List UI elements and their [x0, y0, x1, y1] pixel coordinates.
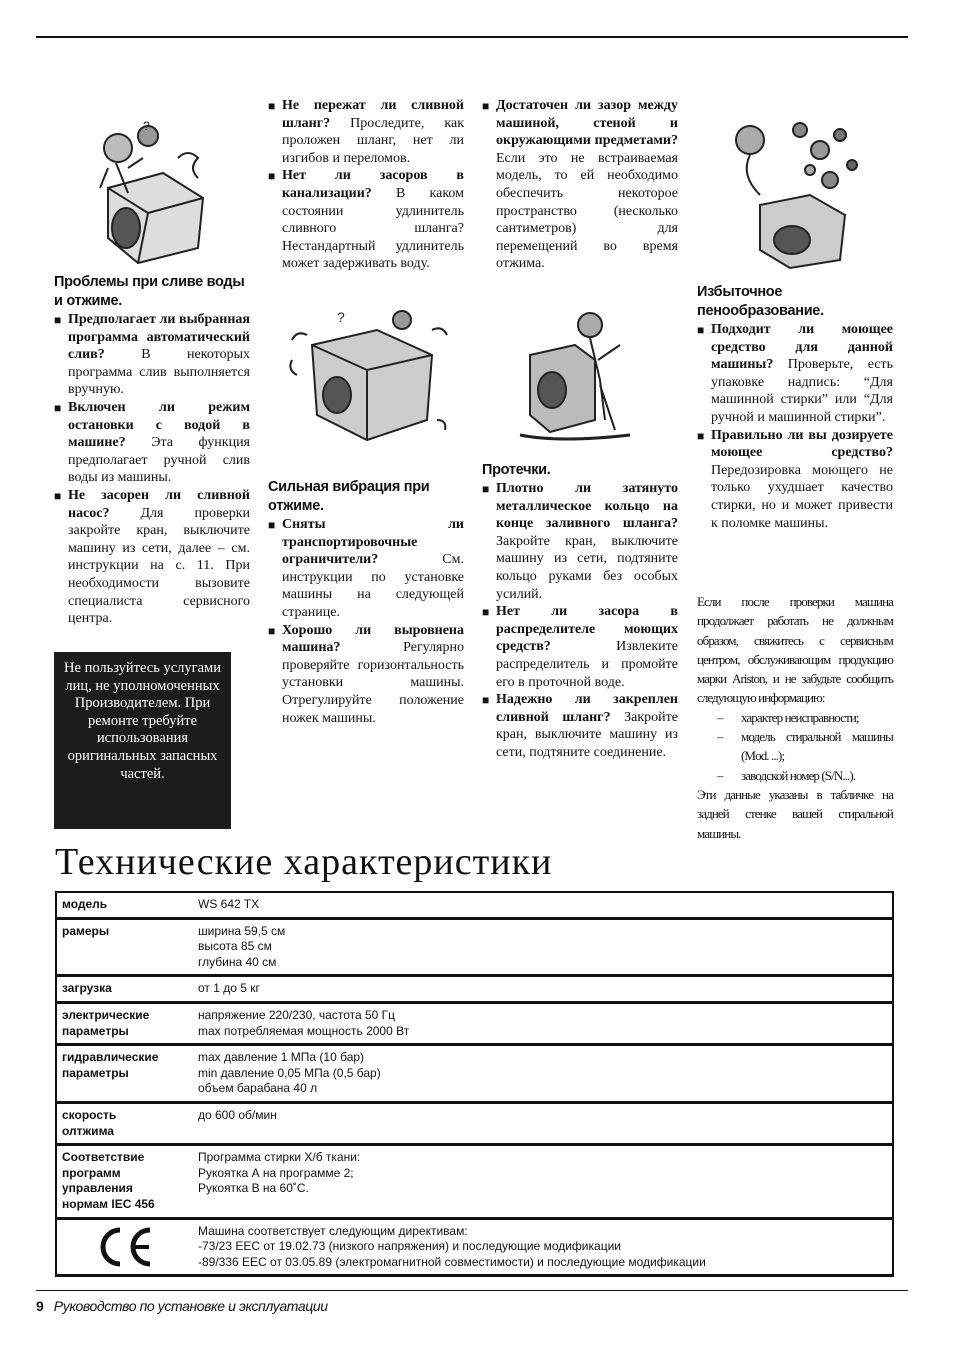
table-row [57, 1104, 892, 1146]
service-info-intro: Если после проверки машина продолжает работать не должным образом, свяжитесь с сервисным центром, обслуживающим продукцию марки Ariston, и не забудьте сообщить следующую информацию: [697, 594, 893, 706]
spec-label: скорость олтжима [62, 1107, 117, 1138]
section-heading: Избыточное пенообразование. [697, 284, 824, 319]
column-leaks [482, 461, 678, 762]
tech-specs-title: Технические характеристики [55, 841, 553, 883]
column-foam [697, 283, 893, 532]
table-row [57, 1220, 892, 1275]
spec-label: загрузка [62, 981, 112, 996]
list-item: ■ Предполагает ли выбранная программа автоматический слив? В некоторых программа слив выполняется вручную. [54, 312, 250, 398]
spec-value: напряжение 220/230, частота 50 Гц max потребляемая мощность 2000 Вт [198, 1007, 410, 1038]
spec-value: от 1 до 5 кг [198, 981, 260, 996]
section-heading: Протечки. [482, 462, 551, 478]
list-item: ■ Правильно ли вы дозируете моющее средство? Передозировка моющего не только ухудшает качество стирки, но и может привести к поломке машины. [697, 427, 893, 531]
list-item: ■ Надежно ли закреплен сливной шланг? Закройте кран, выключите машину из сети, подтяните соединение. [482, 692, 678, 760]
column-vibration [268, 478, 464, 727]
service-info-outro: Эти данные указаны в табличке на задней стенке вашей стиральной машины. [697, 786, 893, 841]
spec-value: до 600 об/мин [198, 1107, 277, 1122]
list-item: ■ Плотно ли затянуто металлическое кольцо на конце заливного шланга? Закройте кран, выключите машину из сети, подтяните кольцо руками без особых усилий. [482, 481, 678, 602]
page-number: 9 [36, 1298, 44, 1314]
list-item: ■ Сняты ли транспортировочные ограничители? См. инструкции по установке машины на следующей странице. [268, 517, 464, 620]
spec-value: max давление 1 МПа (10 бар) min давление 0,05 МПа (0,5 бар) объем барабана 40 л [198, 1050, 381, 1096]
vibrating-machine-illustration [282, 300, 452, 450]
column-clearance [482, 97, 678, 273]
list-item: – заводской номер (S/N...). [717, 767, 856, 783]
column-drain-hose [268, 97, 464, 273]
list-item: ■ Нет ли засора в распределителе моющих средств? Извлеките распределитель и промойте его в проточной воде. [482, 604, 678, 690]
table-row [57, 1146, 892, 1219]
warning-box: Не пользуйтесь услугами лиц, не уполномоченных Производителем. При ремонте требуйте использования оригинальных запасных частей. [54, 652, 231, 829]
bottom-rule [36, 1290, 908, 1291]
spec-value: Машина соответствует следующим директивам: -73/23 EEC от 19.02.73 (низкого напряжения) и последующие модификации -89/336 EEC от 03.05.89 (электромагнитной совместимости) и последующие модификации [198, 1223, 706, 1269]
service-info-list [697, 708, 893, 785]
table-row [57, 1046, 892, 1104]
list-item: ■ Не пережат ли сливной шланг? Проследите, как проложен шланг, нет ли изгибов и переломов. [268, 98, 464, 166]
spec-label: модель [62, 897, 108, 911]
spec-label: электрические параметры [62, 1007, 150, 1038]
table-row [57, 1004, 892, 1046]
column-drain-problems [54, 273, 250, 628]
washing-machine-confused-illustration [88, 118, 218, 268]
ce-mark-cell [57, 1220, 193, 1275]
spec-value: WS 642 TX [198, 897, 260, 911]
spec-value: ширина 59,5 см высота 85 см глубина 40 см [198, 923, 286, 969]
leaking-machine-illustration [510, 300, 650, 450]
list-item: ■ Нет ли засоров в канализации? В каком состоянии удлинитель сливного шланга? Нестандартный удлинитель может задерживать воду. [268, 168, 464, 272]
page-footer [36, 1298, 328, 1314]
list-item: – модель стиральной машины (Mod. ...); [717, 729, 893, 764]
section-heading: Проблемы при сливе воды и отжиме. [54, 274, 245, 309]
svg-text:?: ? [337, 309, 345, 325]
table-row [57, 893, 892, 920]
list-item: ■ Не засорен ли сливной насос? Для проверки закройте кран, выключите машину из сети, далее – см. инструкции на с. 11. При необходимости вызовите специалиста сервисного центра. [54, 487, 250, 627]
spec-label: гидравлические параметры [62, 1050, 159, 1080]
list-item: ■ Подходит ли моющее средство для данной машины? Проверьте, есть упаковке надпись: “Для машинной стирки” или “Для ручной и машинной стирки”. [697, 322, 893, 425]
spec-table [55, 891, 894, 1277]
section-heading: Сильная вибрация при отжиме. [268, 479, 430, 514]
list-item: – характер неисправности; [717, 709, 859, 725]
table-row [57, 920, 892, 978]
spec-value: Программа стирки Х/б ткани: Рукоятка А на программе 2; Рукоятка В на 60˚С. [198, 1150, 361, 1196]
list-item: ■ Включен ли режим остановки с водой в машине? Эта функция предполагает ручной слив воды из машины. [54, 399, 250, 486]
service-info [697, 592, 893, 843]
ce-mark-icon [96, 1225, 156, 1269]
table-row [57, 977, 892, 1004]
spec-label: Соответствие программ управления нормам IEC 456 [62, 1150, 155, 1211]
spec-label: рамеры [62, 923, 110, 938]
footer-title: Руководство по установке и эксплуатации [53, 1298, 328, 1314]
foam-bubbles-illustration [720, 110, 865, 270]
top-rule [36, 36, 908, 38]
svg-text:?: ? [143, 119, 150, 133]
list-item: ■ Достаточен ли зазор между машиной, стеной и окружающими предметами? Если это не встраиваемая модель, то ей необходимо обеспечить некоторое пространство (несколько сантиметров) для перемещений во время отжима. [482, 98, 678, 272]
list-item: ■ Хорошо ли выровнена машина? Регулярно проверяйте горизонтальность установки машины. Отрегулируйте положение ножек машины. [268, 622, 464, 726]
